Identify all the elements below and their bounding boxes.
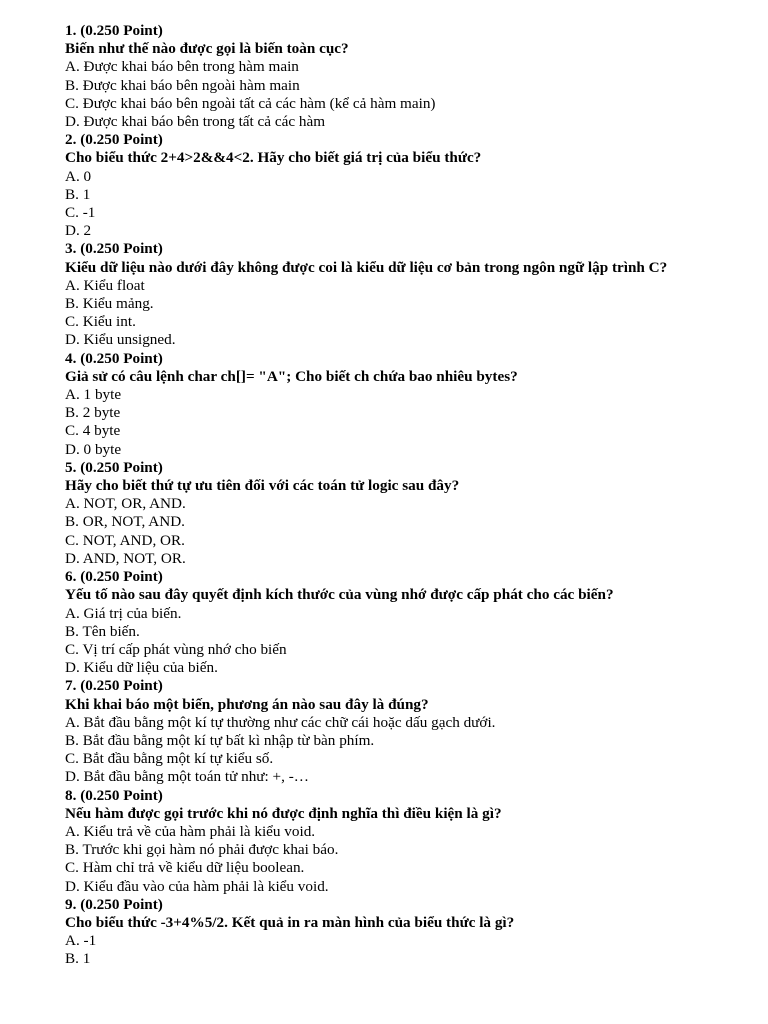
answer-option: D. Được khai báo bên trong tất cả các hàm	[65, 113, 326, 131]
question-number: 8. (0.250 Point)	[65, 786, 163, 804]
question-number: 7. (0.250 Point)	[65, 677, 163, 695]
answer-option: C. Hàm chỉ trả về kiểu dữ liệu boolean.	[65, 859, 305, 877]
answer-option: C. Kiểu int.	[65, 313, 136, 331]
answer-option: A. Giá trị của biến.	[65, 604, 182, 622]
answer-option: B. 1	[65, 950, 91, 968]
question-text: Yếu tố nào sau đây quyết định kích thước của vùng nhớ được cấp phát cho các biến?	[65, 586, 614, 604]
answer-option: A. Kiểu trả về của hàm phải là kiểu void.	[65, 822, 316, 840]
question-text: Biến như thế nào được gọi là biến toàn cục?	[65, 40, 349, 58]
question-text: Cho biểu thức -3+4%5/2. Kết quả in ra màn hình của biểu thức là gì?	[65, 913, 515, 931]
question-block	[65, 22, 745, 131]
answer-option: B. 2 byte	[65, 404, 121, 422]
answer-option: D. AND, NOT, OR.	[65, 549, 186, 567]
question-number: 9. (0.250 Point)	[65, 895, 163, 913]
question-number: 5. (0.250 Point)	[65, 458, 163, 476]
question-block	[65, 350, 745, 459]
answer-option: C. Vị trí cấp phát vùng nhớ cho biến	[65, 640, 287, 658]
answer-option: A. -1	[65, 932, 97, 950]
answer-option: A. Được khai báo bên trong hàm main	[65, 58, 299, 76]
question-number: 2. (0.250 Point)	[65, 131, 163, 149]
question-text: Nếu hàm được gọi trước khi nó được định nghĩa thì điều kiện là gì?	[65, 804, 502, 822]
question-block	[65, 677, 745, 786]
answer-option: D. Kiểu unsigned.	[65, 331, 176, 349]
answer-option: D. Kiểu đầu vào của hàm phải là kiểu void.	[65, 877, 329, 895]
question-text: Kiểu dữ liệu nào dưới đây không được coi là kiểu dữ liệu cơ bản trong ngôn ngữ lập trình C?	[65, 258, 668, 276]
answer-option: A. 0	[65, 167, 92, 185]
answer-option: B. Tên biến.	[65, 622, 140, 640]
answer-option: C. Bắt đầu bằng một kí tự kiểu số.	[65, 750, 274, 768]
answer-option: B. Bắt đầu bằng một kí tự bất kì nhập từ bàn phím.	[65, 731, 375, 749]
answer-option: B. Kiểu mảng.	[65, 295, 154, 313]
answer-option: D. Kiểu dữ liệu của biến.	[65, 659, 218, 677]
question-block	[65, 568, 745, 677]
answer-option: A. 1 byte	[65, 386, 122, 404]
question-number: 4. (0.250 Point)	[65, 349, 163, 367]
answer-option: A. Bắt đầu bằng một kí tự thường như các chữ cái hoặc dấu gạch dưới.	[65, 713, 496, 731]
answer-option: A. Kiểu float	[65, 276, 145, 294]
answer-option: C. Được khai báo bên ngoài tất cả các hàm (kể cả hàm main)	[65, 94, 436, 112]
answer-option: B. Trước khi gọi hàm nó phải được khai báo.	[65, 841, 339, 859]
answer-option: B. OR, NOT, AND.	[65, 513, 185, 531]
answer-option: D. 2	[65, 222, 92, 240]
question-text: Khi khai báo một biến, phương án nào sau đây là đúng?	[65, 695, 429, 713]
answer-option: C. NOT, AND, OR.	[65, 531, 185, 549]
answer-option: A. NOT, OR, AND.	[65, 495, 186, 513]
question-block	[65, 131, 745, 240]
answer-option: B. 1	[65, 185, 91, 203]
question-number: 3. (0.250 Point)	[65, 240, 163, 258]
answer-option: C. -1	[65, 204, 96, 222]
question-text: Cho biểu thức 2+4>2&&4<2. Hãy cho biết giá trị của biểu thức?	[65, 149, 482, 167]
question-number: 6. (0.250 Point)	[65, 568, 163, 586]
answer-option: D. Bắt đầu bằng một toán tử như: +, -…	[65, 768, 309, 786]
question-block	[65, 459, 745, 568]
answer-option: D. 0 byte	[65, 440, 122, 458]
question-block	[65, 896, 745, 969]
document-page	[65, 22, 745, 969]
question-text: Hãy cho biết thứ tự ưu tiên đối với các toán tử logic sau đây?	[65, 477, 460, 495]
question-block	[65, 787, 745, 896]
answer-option: B. Được khai báo bên ngoài hàm main	[65, 76, 300, 94]
answer-option: C. 4 byte	[65, 422, 121, 440]
question-number: 1. (0.250 Point)	[65, 22, 163, 39]
question-text: Giả sử có câu lệnh char ch[]= "A"; Cho biết ch chứa bao nhiêu bytes?	[65, 367, 518, 385]
question-block	[65, 240, 745, 349]
